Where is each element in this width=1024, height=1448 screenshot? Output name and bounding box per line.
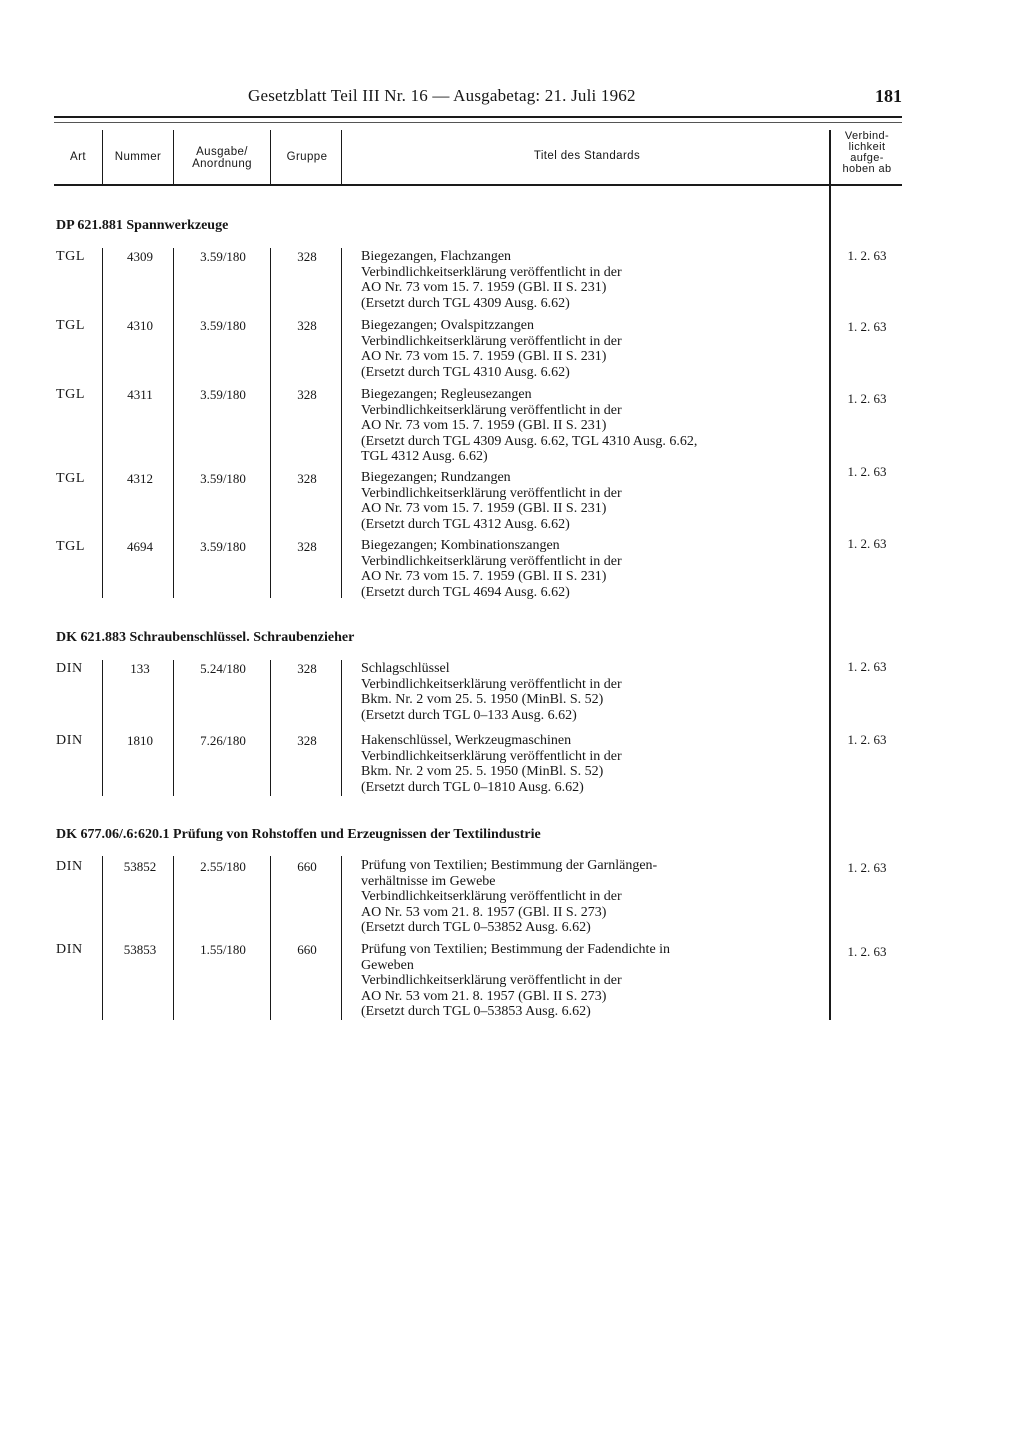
title-line: Verbindlichkeitserklärung veröffentlicht in der	[361, 748, 622, 764]
cell-date: 1. 2. 63	[847, 860, 887, 875]
column-header-verbindlichkeit-line: lichkeit	[848, 141, 886, 153]
column-header-verbindlichkeit-line: Verbind-	[844, 130, 890, 142]
title-line: Verbindlichkeitserklärung veröffentlicht in der	[361, 485, 622, 501]
cell-nummer: 4310	[127, 318, 153, 333]
cell-gruppe: 328	[297, 249, 317, 264]
cell-gruppe: 660	[297, 859, 317, 874]
section-heading: DP 621.881 Spannwerkzeuge	[56, 218, 229, 233]
title-line: AO Nr. 53 vom 21. 8. 1957 (GBl. II S. 273)	[361, 904, 607, 920]
column-divider	[270, 130, 271, 184]
cell-ausgabe: 7.26/180	[200, 733, 246, 748]
cell-gruppe: 660	[297, 942, 317, 957]
cell-date: 1. 2. 63	[847, 391, 887, 406]
title-line: Biegezangen; Rundzangen	[361, 470, 511, 485]
title-line: Verbindlichkeitserklärung veröffentlicht in der	[361, 553, 622, 569]
cell-nummer: 133	[130, 661, 150, 676]
cell-art: TGL	[56, 387, 86, 402]
cell-ausgabe: 3.59/180	[200, 249, 246, 264]
title-line: Geweben	[361, 957, 414, 973]
title-line: AO Nr. 73 vom 15. 7. 1959 (GBl. II S. 231)	[361, 349, 607, 364]
column-divider	[341, 130, 342, 184]
cell-title	[361, 858, 826, 936]
cell-title	[361, 538, 826, 600]
column-header-ausgabe-line: Anordnung	[192, 158, 252, 170]
title-line: AO Nr. 73 vom 15. 7. 1959 (GBl. II S. 231)	[361, 501, 607, 516]
title-line: AO Nr. 73 vom 15. 7. 1959 (GBl. II S. 231)	[361, 280, 607, 295]
title-line: Biegezangen; Kombinationszangen	[361, 538, 560, 553]
cell-date: 1. 2. 63	[847, 319, 887, 334]
cell-nummer: 4312	[127, 471, 153, 486]
cell-nummer: 4311	[127, 387, 153, 402]
column-header-art: Art	[70, 151, 86, 163]
title-line: Prüfung von Textilien; Bestimmung der Fadendichte in	[361, 942, 671, 957]
title-line: Hakenschlüssel, Werkzeugmaschinen	[361, 733, 572, 748]
title-line: Biegezangen; Regleusezangen	[361, 387, 532, 402]
cell-art: DIN	[56, 661, 83, 676]
cell-nummer: 53853	[123, 942, 157, 957]
running-title: Gesetzblatt Teil III Nr. 16 — Ausgabetag: 21. Juli 1962	[248, 86, 636, 105]
column-header-ausgabe	[174, 146, 270, 170]
cell-art: TGL	[56, 539, 86, 554]
cell-nummer: 53852	[123, 859, 157, 874]
title-line: Verbindlichkeitserklärung veröffentlicht in der	[361, 676, 622, 692]
cell-nummer: 4309	[127, 249, 153, 264]
title-line: Verbindlichkeitserklärung veröffentlicht in der	[361, 973, 622, 988]
column-divider	[173, 660, 174, 796]
title-line: Verbindlichkeitserklärung veröffentlicht in der	[361, 889, 622, 904]
cell-ausgabe: 3.59/180	[200, 318, 246, 333]
column-header-verbindlichkeit-line: aufge-	[850, 152, 884, 164]
table-top-rule	[54, 122, 902, 123]
title-line: (Ersetzt durch TGL 0–53852 Ausg. 6.62)	[361, 920, 591, 935]
cell-date: 1. 2. 63	[847, 732, 887, 747]
title-line: (Ersetzt durch TGL 0–133 Ausg. 6.62)	[361, 707, 577, 723]
cell-art: TGL	[56, 471, 86, 486]
section-heading: DK 621.883 Schraubenschlüssel. Schraubenzieher	[56, 630, 355, 645]
title-line: Verbindlichkeitserklärung veröffentlicht in der	[361, 333, 622, 349]
column-header-verbindlichkeit	[832, 131, 902, 175]
cell-title	[361, 733, 826, 795]
cell-title	[361, 387, 826, 465]
title-line: Bkm. Nr. 2 vom 25. 5. 1950 (MinBl. S. 52)	[361, 692, 604, 707]
cell-date: 1. 2. 63	[847, 659, 887, 674]
cell-title	[361, 318, 826, 380]
column-header-titel: Titel des Standards	[533, 150, 641, 162]
title-line: (Ersetzt durch TGL 4309 Ausg. 6.62)	[361, 295, 570, 311]
column-divider	[341, 856, 342, 1020]
cell-title	[361, 249, 826, 311]
column-divider	[341, 660, 342, 796]
column-header-ausgabe-line: Ausgabe/	[196, 146, 248, 158]
title-line: AO Nr. 73 vom 15. 7. 1959 (GBl. II S. 231)	[361, 569, 607, 584]
title-line: Verbindlichkeitserklärung veröffentlicht in der	[361, 264, 622, 280]
cell-date: 1. 2. 63	[847, 248, 887, 263]
cell-ausgabe: 5.24/180	[200, 661, 246, 676]
title-line: Biegezangen; Ovalspitzzangen	[361, 318, 534, 333]
section-heading: DK 677.06/.6:620.1 Prüfung von Rohstoffen und Erzeugnissen der Textilindustrie	[56, 827, 541, 842]
cell-gruppe: 328	[297, 733, 317, 748]
column-divider	[270, 856, 271, 1020]
page-number: 181	[875, 86, 902, 106]
title-line: Bkm. Nr. 2 vom 25. 5. 1950 (MinBl. S. 52)	[361, 764, 604, 779]
title-line: verhältnisse im Gewebe	[361, 873, 496, 889]
title-line: (Ersetzt durch TGL 0–53853 Ausg. 6.62)	[361, 1004, 591, 1019]
cell-ausgabe: 3.59/180	[200, 387, 246, 402]
cell-date: 1. 2. 63	[847, 464, 887, 479]
cell-art: DIN	[56, 942, 83, 957]
title-line: AO Nr. 73 vom 15. 7. 1959 (GBl. II S. 231)	[361, 418, 607, 433]
column-header-verbindlichkeit-line: hoben ab	[842, 163, 892, 175]
column-header-nummer: Nummer	[114, 151, 162, 163]
cell-date: 1. 2. 63	[847, 944, 887, 959]
title-line: Biegezangen, Flachzangen	[361, 249, 512, 264]
title-line: (Ersetzt durch TGL 4312 Ausg. 6.62)	[361, 516, 570, 532]
column-divider	[102, 130, 103, 184]
cell-gruppe: 328	[297, 318, 317, 333]
cell-title	[361, 942, 826, 1020]
cell-gruppe: 328	[297, 387, 317, 402]
cell-date: 1. 2. 63	[847, 536, 887, 551]
title-line: Verbindlichkeitserklärung veröffentlicht in der	[361, 402, 622, 418]
cell-gruppe: 328	[297, 661, 317, 676]
cell-art: TGL	[56, 318, 86, 333]
cell-nummer: 4694	[127, 539, 153, 554]
column-divider	[173, 856, 174, 1020]
title-line: AO Nr. 53 vom 21. 8. 1957 (GBl. II S. 273)	[361, 988, 607, 1004]
column-header-gruppe: Gruppe	[286, 151, 328, 163]
cell-gruppe: 328	[297, 539, 317, 554]
cell-title	[361, 661, 826, 723]
table-header-rule	[54, 184, 902, 186]
column-divider	[270, 248, 271, 598]
header-rule	[54, 116, 902, 118]
title-line: (Ersetzt durch TGL 4694 Ausg. 6.62)	[361, 584, 570, 600]
cell-nummer: 1810	[127, 733, 153, 748]
cell-ausgabe: 2.55/180	[200, 859, 246, 874]
cell-gruppe: 328	[297, 471, 317, 486]
column-divider-date	[829, 130, 831, 1020]
title-line: Prüfung von Textilien; Bestimmung der Garnlängen-	[361, 858, 658, 873]
title-line: Schlagschlüssel	[361, 661, 450, 676]
cell-art: DIN	[56, 859, 83, 874]
column-divider	[270, 660, 271, 796]
title-line: (Ersetzt durch TGL 4310 Ausg. 6.62)	[361, 364, 570, 380]
cell-art: DIN	[56, 733, 83, 748]
cell-art: TGL	[56, 249, 86, 264]
column-divider	[102, 856, 103, 1020]
cell-title	[361, 470, 826, 532]
cell-ausgabe: 3.59/180	[200, 539, 246, 554]
cell-ausgabe: 3.59/180	[200, 471, 246, 486]
title-line: TGL 4312 Ausg. 6.62)	[361, 449, 488, 464]
column-divider	[102, 660, 103, 796]
title-line: (Ersetzt durch TGL 4309 Ausg. 6.62, TGL 4310 Ausg. 6.62,	[361, 433, 698, 449]
column-divider	[173, 130, 174, 184]
cell-ausgabe: 1.55/180	[200, 942, 246, 957]
title-line: (Ersetzt durch TGL 0–1810 Ausg. 6.62)	[361, 779, 584, 795]
